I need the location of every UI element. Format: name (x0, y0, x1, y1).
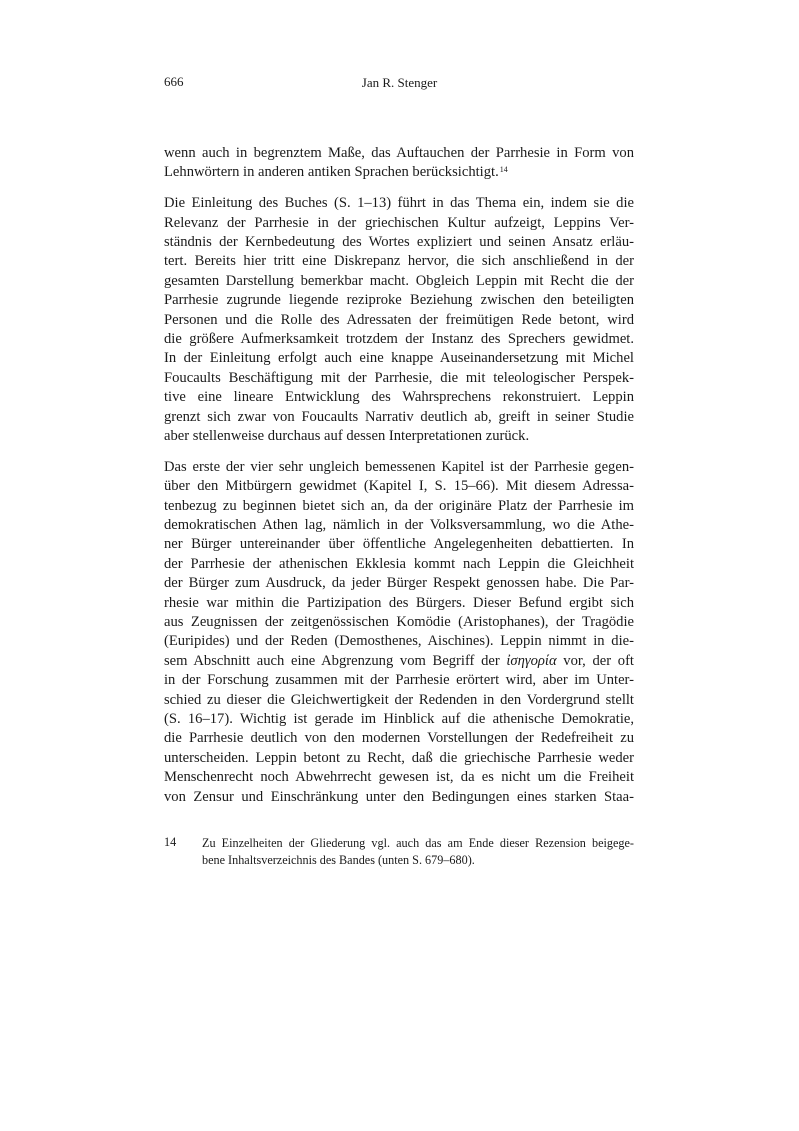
text-line: grenzt sich zwar von Foucaults Narrativ deutlich ab, greift in seiner Studie (164, 408, 634, 425)
text-line: Parrhesie zugrunde liegende reziproke Beziehung zwischen den beteiligten (164, 292, 634, 309)
text-line: von Zensur und Einschränkung unter den Bedingungen eines starken Staa- (164, 788, 634, 805)
text-line: Das erste der vier sehr ungleich bemessenen Kapitel ist der Parrhesie gegen- (164, 458, 634, 475)
text-line-content: Lehnwörtern in anderen antiken Sprachen berücksichtigt. (164, 164, 499, 181)
body-text (164, 144, 634, 818)
text-line: gesamten Darstellung bemerkbar macht. Obgleich Leppin mit Recht die der (164, 272, 634, 289)
text-line: In der Einleitung erfolgt auch eine knappe Auseinandersetzung mit Michel (164, 350, 634, 367)
text-line (164, 163, 634, 182)
text-line: Foucaults Beschäftigung mit der Parrhesie, die mit teleologischer Perspek- (164, 369, 634, 386)
footnote-line: bene Inhaltsverzeichnis des Bandes (unten S. 679–680). (202, 853, 475, 867)
footnote-reference[interactable]: 14 (499, 165, 508, 175)
text-line: aus Zeugnissen der zeitgenössischen Komödie (Aristophanes), der Tragödie (164, 613, 634, 630)
text-line: die größere Aufmerksamkeit trotzdem der Instanz des Sprechers gewidmet. (164, 331, 634, 348)
footnote-number: 14 (164, 835, 177, 849)
text-line: schied zu dieser die Gleichwertigkeit der Redenden in den Vordergrund stellt (164, 691, 634, 708)
text-line: rhesie war mithin die Partizipation des Bürgers. Dieser Befund ergibt sich (164, 594, 634, 611)
text-line: Personen und die Rolle des Adressaten der freimütigen Rede betont, wird (164, 311, 634, 328)
text-line: Die Einleitung des Buches (S. 1–13) führt in das Thema ein, indem sie die (164, 195, 634, 212)
text-line: ständnis der Kernbedeutung des Wortes expliziert und seinen Ansatz erläu- (164, 234, 634, 251)
paragraph (164, 194, 634, 446)
text-line: (S. 16–17). Wichtig ist gerade im Hinblick auf die athenische Demokratie, (164, 710, 634, 727)
text-line: der Bürger zum Ausdruck, da jeder Bürger Respekt genossen habe. Die Par- (164, 575, 634, 592)
text-line: aber stellenweise durchaus auf dessen Interpretationen zurück. (164, 427, 530, 444)
text-line: sem Abschnitt auch eine Abgrenzung vom Begriff der ἰσηγορία vor, der oft (164, 652, 634, 669)
text-line: (Euripides) und der Reden (Demosthenes, Aischines). Leppin nimmt in die- (164, 633, 634, 650)
text-line: Relevanz der Parrhesie in der griechischen Kultur aufzeigt, Leppins Ver- (164, 214, 634, 231)
text-line: tert. Bereits hier tritt eine Diskrepanz hervor, die sich anschließend in der (164, 253, 634, 270)
footnote-line: Zu Einzelheiten der Gliederung vgl. auch das am Ende dieser Rezension beigege- (202, 836, 634, 850)
text-line: unterscheiden. Leppin betont zu Recht, daß die griechische Parrhesie weder (164, 749, 634, 766)
text-line: tive eine lineare Entwicklung des Wahrsprechens rekonstruiert. Leppin (164, 389, 634, 406)
text-line: wenn auch in begrenztem Maße, das Auftauchen der Parrhesie in Form von (164, 145, 634, 161)
text-line: in der Forschung zusammen mit der Parrhesie erörtert wird, aber im Unter- (164, 672, 634, 689)
page-number: 666 (164, 74, 184, 89)
footnote-14 (164, 835, 634, 869)
text-line: tenbezug zu beginnen bietet sich an, da der originäre Platz der Parrhesie im (164, 497, 634, 514)
footnote-text (202, 835, 634, 869)
greek-term: ἰσηγορία (506, 652, 557, 669)
text-line: die Parrhesie deutlich von den modernen Vorstellungen der Redefreiheit zu (164, 730, 634, 747)
text-line: der Parrhesie der athenischen Ekklesia kommt nach Leppin die Gleichheit (164, 555, 634, 572)
paragraph (164, 458, 634, 807)
text-line: Menschenrecht noch Abwehrrecht gewesen ist, da es nicht um die Freiheit (164, 769, 634, 786)
text-line: demokratischen Athen lag, nämlich in der Volksversammlung, wo die Athe- (164, 517, 634, 534)
running-head: Jan R. Stenger (361, 75, 438, 90)
text-line: ner Bürger untereinander über öffentliche Angelegenheiten debattierten. In (164, 536, 634, 553)
text-line: über den Mitbürgern gewidmet (Kapitel I, S. 15–66). Mit diesem Adressa- (164, 478, 634, 495)
paragraph (164, 144, 634, 183)
